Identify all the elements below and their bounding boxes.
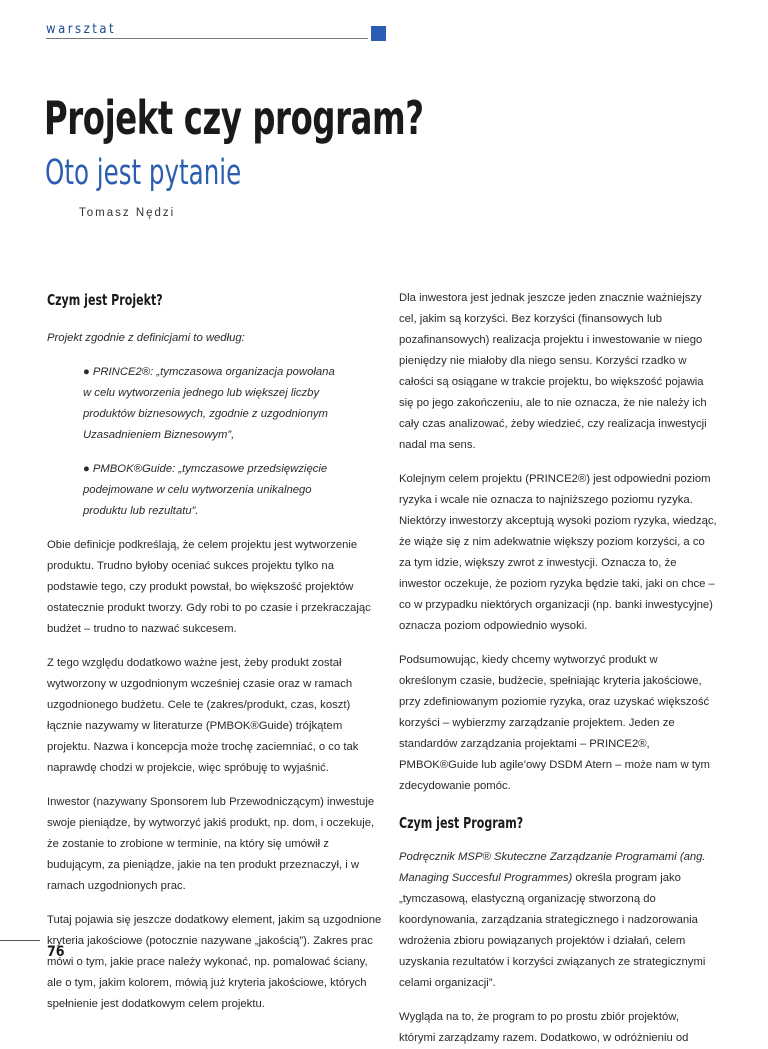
body-paragraph: Obie definicje podkreślają, że celem projektu jest wytworzenie produktu. Trudno byłoby oceniać sukces projektu tylko na podstawie tego, czy produkt powstał, bo większość projektów ostatecznie produkt tworzy. Gdy robi to po czasie i przekraczając budżet – trudno to nazwać sukcesem. [47,539,371,635]
article-subtitle: Oto jest pytanie [45,153,242,193]
bullet-icon: ● [83,463,90,475]
section-heading-program: Czym jest Program? [399,814,524,832]
accent-square [371,26,386,41]
body-paragraph: Dla inwestora jest jednak jeszcze jeden znacznie ważniejszy cel, jakim są korzyści. Bez korzyści (finansowych lub pozafinansowych) realizacja projektu i inwestowanie w niego pieniędzy nie miałoby dla niego sensu. Korzyści rzadko w całości są osiągane w trakcie projektu, bo większość pojawia się po jego zakończeniu, ale to nie oznacza, że nie należy ich cały czas analizować, żeby wiedzieć, czy realizacja inwestycji nadal ma sens. [399,292,707,451]
definitions-intro: Projekt zgodnie z definicjami to według: [47,332,245,344]
body-paragraph: Z tego względu dodatkowo ważne jest, żeby produkt został wytworzony w uzgodnionym wcześniej czasie oraz w ramach uzgodnionego budżetu. Cele te (zakres/produkt, czas, koszt) łącznie nazywamy w literaturze (PMBOK®Guide) trójkątem projektu. Nazwa i koncepcja może trochę zaciemniać, o co tak naprawdę chodzi w projekcie, więc spróbuję to wyjaśnić. [47,657,359,774]
author-byline: Tomasz Nędzi [79,207,176,219]
bullet-icon: ● [83,366,90,378]
page-number: 76 [47,944,65,960]
body-paragraph: Tutaj pojawia się jeszcze dodatkowy element, jakim są uzgodnione kryteria jakościowe (potocznie nazywane „jakością”). Zakres prac mówi o tym, jakie prace należy wykonać, np. pomalować ściany, ale o tym, jakim kolorem, mówią już kryteria jakościowe, których spełnienie jest dodatkowym celem projektu. [47,914,382,1010]
list-item [83,459,343,522]
left-column [47,288,383,1015]
section-heading-project: Czym jest Projekt? [47,291,163,309]
list-item-text: PRINCE2®: „tymczasowa organizacja powołana w celu wytworzenia jednego lub większej liczby produktów biznesowych, zgodnie z uzgodnionym Uzasadnieniem Biznesowym”, [83,366,335,441]
section-tag: warsztat [46,22,117,37]
list-item [83,362,343,446]
section-rule [46,38,368,39]
definitions-list [47,362,343,522]
body-paragraph: Inwestor (nazywany Sponsorem lub Przewodniczącym) inwestuje swoje pieniądze, by wytworzyć jakiś produkt, np. dom, i oczekuje, że zostanie to zrobione w terminie, na który się umówił z budującym, za pieniądze, jakie na ten produkt przeznaczył, i w ramach uzgodnionych prac. [47,796,375,892]
page-number-rule [0,940,40,941]
program-definition [399,847,717,994]
article-title: Projekt czy program? [44,91,424,145]
program-source-italic: Podręcznik MSP® Skuteczne Zarządzanie Programami (ang. Managing Succesful Programmes) [399,851,706,884]
list-item-text: PMBOK®Guide: „tymczasowe przedsięwzięcie podejmowane w celu wytworzenia unikalnego produktu lub rezultatu”. [83,463,328,517]
body-paragraph: Podsumowując, kiedy chcemy wytworzyć produkt w określonym czasie, budżecie, spełniając kryteria jakościowe, przy zdefiniowanym poziomie ryzyka, oraz uzyskać większość korzyści – wybierzmy zarządzanie projektem. Jeden ze standardów zarządzania projektami – PRINCE2®, PMBOK®Guide lub agile’owy DSDM Atern – może nam w tym zdecydowanie pomóc. [399,654,710,792]
program-definition-text: określa program jako „tymczasową, elastyczną organizację stworzoną do koordynowania, zarządzania strategicznego i nadzorowania wdrożenia zbioru powiązanych projektów i działań, celem uzyskania rezultatów i korzyści związanych ze strategicznymi celami organizacji”. [399,872,706,989]
body-paragraph: Kolejnym celem projektu (PRINCE2®) jest odpowiedni poziom ryzyka i wcale nie oznacza to najniższego poziomu ryzyka. Niektórzy inwestorzy akceptują wysoki poziom ryzyka, wiedząc, że wiąże się z nim adekwatnie większy poziom korzyści, a co za tym idzie, większy zwrot z inwestycji. Oznacza to, że inwestor oczekuje, że poziom ryzyka będzie taki, jaki on chce – co w przypadku niektórych organizacji (np. banki inwestycyjne) oznacza poziom odpowiednio wysoki. [399,473,717,632]
right-column [399,288,717,1049]
body-paragraph: Wygląda na to, że program to po prostu zbiór projektów, którymi zarządzamy razem. Dodatkowo, w odróżnieniu od [399,1011,689,1044]
